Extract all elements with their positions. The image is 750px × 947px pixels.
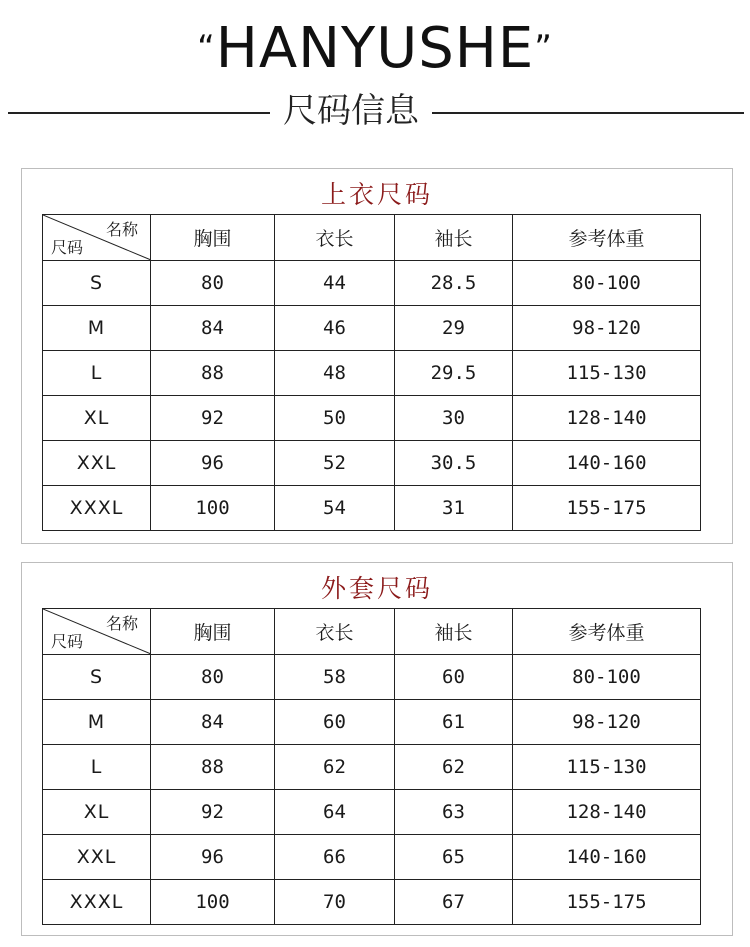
chest-cell: 88 <box>151 745 275 790</box>
sleeve-cell: 31 <box>395 486 513 531</box>
table-row <box>43 441 701 486</box>
table-row <box>43 880 701 925</box>
sleeve-cell: 67 <box>395 880 513 925</box>
size-table <box>42 214 701 531</box>
divider-right <box>432 112 744 114</box>
section-title: 尺码信息 <box>283 91 419 131</box>
length-cell: 44 <box>275 261 395 306</box>
header-sleeve: 袖长 <box>395 215 513 261</box>
table-row <box>43 261 701 306</box>
corner-label-name: 名称 <box>105 614 138 633</box>
divider-left <box>8 112 270 114</box>
sleeve-cell: 29 <box>395 306 513 351</box>
length-cell: 70 <box>275 880 395 925</box>
sleeve-cell: 61 <box>395 700 513 745</box>
corner-label-size: 尺码 <box>51 238 84 257</box>
size-cell: XXXL <box>43 880 151 925</box>
length-cell: 54 <box>275 486 395 531</box>
sleeve-cell: 63 <box>395 790 513 835</box>
chest-cell: 84 <box>151 700 275 745</box>
table-row <box>43 835 701 880</box>
table-row <box>43 745 701 790</box>
coat-size-panel <box>21 562 733 936</box>
weight-cell: 98-120 <box>513 700 701 745</box>
brand-quote-open: “ <box>197 28 216 68</box>
sleeve-cell: 30 <box>395 396 513 441</box>
sleeve-cell: 29.5 <box>395 351 513 396</box>
header-weight: 参考体重 <box>513 609 701 655</box>
chest-cell: 88 <box>151 351 275 396</box>
chest-cell: 96 <box>151 835 275 880</box>
length-cell: 46 <box>275 306 395 351</box>
chest-cell: 80 <box>151 655 275 700</box>
size-cell: XXL <box>43 835 151 880</box>
length-cell: 62 <box>275 745 395 790</box>
weight-cell: 98-120 <box>513 306 701 351</box>
weight-cell: 115-130 <box>513 351 701 396</box>
header-sleeve: 袖长 <box>395 609 513 655</box>
corner-label-name: 名称 <box>105 220 138 239</box>
table-row <box>43 655 701 700</box>
weight-cell: 155-175 <box>513 880 701 925</box>
chest-cell: 100 <box>151 486 275 531</box>
weight-cell: 155-175 <box>513 486 701 531</box>
length-cell: 52 <box>275 441 395 486</box>
header-length: 衣长 <box>275 609 395 655</box>
size-cell: L <box>43 745 151 790</box>
table-row <box>43 396 701 441</box>
weight-cell: 140-160 <box>513 441 701 486</box>
size-cell: S <box>43 261 151 306</box>
header-chest: 胸围 <box>151 215 275 261</box>
sleeve-cell: 30.5 <box>395 441 513 486</box>
sleeve-cell: 65 <box>395 835 513 880</box>
length-cell: 48 <box>275 351 395 396</box>
brand-title <box>0 8 750 89</box>
length-cell: 58 <box>275 655 395 700</box>
chest-cell: 84 <box>151 306 275 351</box>
size-cell: M <box>43 306 151 351</box>
brand-quote-close: ” <box>534 28 553 68</box>
size-cell: M <box>43 700 151 745</box>
top-size-panel <box>21 168 733 544</box>
weight-cell: 128-140 <box>513 790 701 835</box>
sleeve-cell: 62 <box>395 745 513 790</box>
chest-cell: 92 <box>151 396 275 441</box>
table-header-row <box>43 215 701 261</box>
weight-cell: 80-100 <box>513 261 701 306</box>
weight-cell: 115-130 <box>513 745 701 790</box>
section-header <box>0 88 750 136</box>
corner-header-cell <box>43 609 151 655</box>
chest-cell: 100 <box>151 880 275 925</box>
table-row <box>43 700 701 745</box>
sleeve-cell: 60 <box>395 655 513 700</box>
size-cell: XL <box>43 396 151 441</box>
size-cell: XXXL <box>43 486 151 531</box>
brand-name: HANYUSHE <box>215 16 535 81</box>
chest-cell: 96 <box>151 441 275 486</box>
corner-header-cell <box>43 215 151 261</box>
table-row <box>43 306 701 351</box>
weight-cell: 140-160 <box>513 835 701 880</box>
table-row <box>43 486 701 531</box>
length-cell: 50 <box>275 396 395 441</box>
header-weight: 参考体重 <box>513 215 701 261</box>
size-cell: XXL <box>43 441 151 486</box>
header-length: 衣长 <box>275 215 395 261</box>
table-title: 上衣尺码 <box>320 180 433 209</box>
weight-cell: 128-140 <box>513 396 701 441</box>
size-cell: L <box>43 351 151 396</box>
size-cell: S <box>43 655 151 700</box>
sleeve-cell: 28.5 <box>395 261 513 306</box>
weight-cell: 80-100 <box>513 655 701 700</box>
length-cell: 64 <box>275 790 395 835</box>
size-table <box>42 608 701 925</box>
header-chest: 胸围 <box>151 609 275 655</box>
length-cell: 66 <box>275 835 395 880</box>
chest-cell: 80 <box>151 261 275 306</box>
table-title: 外套尺码 <box>320 574 433 603</box>
table-row <box>43 351 701 396</box>
table-header-row <box>43 609 701 655</box>
chest-cell: 92 <box>151 790 275 835</box>
corner-label-size: 尺码 <box>51 632 84 651</box>
size-cell: XL <box>43 790 151 835</box>
length-cell: 60 <box>275 700 395 745</box>
table-row <box>43 790 701 835</box>
